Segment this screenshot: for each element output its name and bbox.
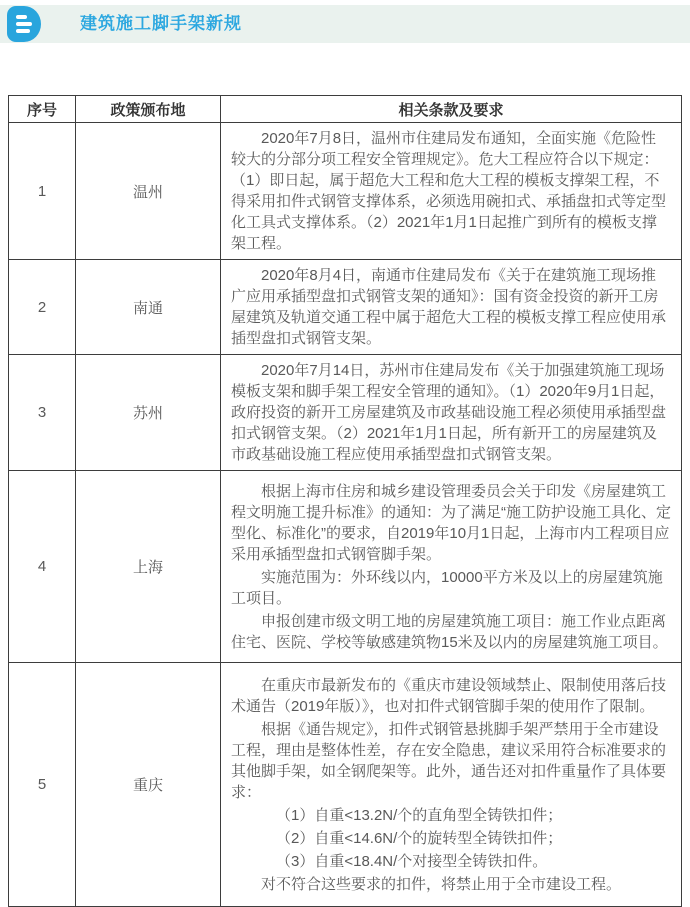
list-icon-bar — [16, 29, 30, 33]
provision-paragraph: 对不符合这些要求的扣件，将禁止用于全市建设工程。 — [261, 875, 622, 893]
cell-provisions — [221, 260, 682, 355]
table-row — [9, 663, 682, 907]
provision-paragraph: 2020年7月14日，苏州市住建局发布《关于加强建筑施工现场模板支架和脚手架工程安全管理的通知》。（1）2020年9月1日起，政府投资的新开工房屋建筑及市政基础设施工程必须使用承插型盘扣式钢管支架。（2）2021年1月1日起，所有新开工的房屋建筑及市政基础设施工程应使用承插型盘扣式钢管支架。 — [231, 362, 667, 463]
cell-provisions — [221, 123, 682, 260]
page-title: 建筑施工脚手架新规 — [80, 14, 242, 33]
cell-provisions — [221, 355, 682, 471]
cell-seq: 1 — [9, 123, 76, 260]
provision-list-item: （1）自重<13.2N/个的直角型全铸铁扣件； — [276, 806, 563, 824]
provision-paragraph: 在重庆市最新发布的《重庆市建设领域禁止、限制使用落后技术通告（2019年版）》，也对扣件式钢管脚手架的使用作了限制。 — [231, 676, 667, 715]
provision-list-item: （3）自重<18.4N/个对接型全铸铁扣件。 — [276, 852, 548, 870]
cell-seq: 3 — [9, 355, 76, 471]
cell-seq: 2 — [9, 260, 76, 355]
table-row — [9, 471, 682, 663]
list-icon-bar — [16, 15, 27, 19]
cell-seq: 4 — [9, 471, 76, 663]
provision-paragraph: 根据上海市住房和城乡建设管理委员会关于印发《房屋建筑工程文明施工提升标准》的通知：为了满足“施工防护设施工具化、定型化、标准化”的要求，自2019年10月1日起，上海市内工程项目应采用承插型盘扣式钢管脚手架。 — [231, 482, 671, 563]
cell-place: 南通 — [76, 260, 221, 355]
provision-paragraph: 申报创建市级文明工地的房屋建筑施工项目：施工作业点距离住宅、医院、学校等敏感建筑物15米及以内的房屋建筑施工项目。 — [231, 612, 668, 651]
cell-place: 温州 — [76, 123, 221, 260]
provision-paragraph: 2020年7月8日，温州市住建局发布通知，全面实施《危险性较大的分部分项工程安全管理规定》。危大工程应符合以下规定：（1）即日起，属于超危大工程和危大工程的模板支撑架工程，不得采用扣件式钢管支撑体系，必须选用碗扣式、承插盘扣式等定型化工具式支撑体系。（2）2021年1月1日起推广到所有的模板支撑架工程。 — [231, 130, 667, 252]
table-row — [9, 355, 682, 471]
provision-paragraph: 实施范围为：外环线以内，10000平方米及以上的房屋建筑施工项目。 — [231, 568, 663, 607]
table-row — [9, 123, 682, 260]
provision-paragraph: 2020年8月4日，南通市住建局发布《关于在建筑施工现场推广应用承插型盘扣式钢管支架的通知》：国有资金投资的新开工房屋建筑及轨道交通工程中属于超危大工程的模板支撑工程应使用承插型盘扣式钢管支架。 — [231, 267, 667, 347]
cell-place: 上海 — [76, 471, 221, 663]
cell-provisions — [221, 471, 682, 663]
list-icon — [7, 6, 41, 42]
table-row — [9, 260, 682, 355]
cell-place: 苏州 — [76, 355, 221, 471]
col-header-provisions: 相关条款及要求 — [221, 96, 682, 123]
provision-paragraph: 根据《通告规定》，扣件式钢管悬挑脚手架严禁用于全市建设工程，理由是整体性差，存在安全隐患，建议采用符合标准要求的其他脚手架，如全钢爬架等。此外，通告还对扣件重量作了具体要求： — [231, 720, 667, 801]
policy-table — [8, 95, 682, 907]
provision-list-item: （2）自重<14.6N/个的旋转型全铸铁扣件； — [276, 829, 563, 847]
table-header-row — [9, 96, 682, 123]
cell-provisions — [221, 663, 682, 907]
list-icon-bar — [16, 22, 32, 26]
cell-seq: 5 — [9, 663, 76, 907]
col-header-place: 政策颁布地 — [76, 96, 221, 123]
cell-place: 重庆 — [76, 663, 221, 907]
header-band — [0, 5, 690, 43]
col-header-seq: 序号 — [9, 96, 76, 123]
